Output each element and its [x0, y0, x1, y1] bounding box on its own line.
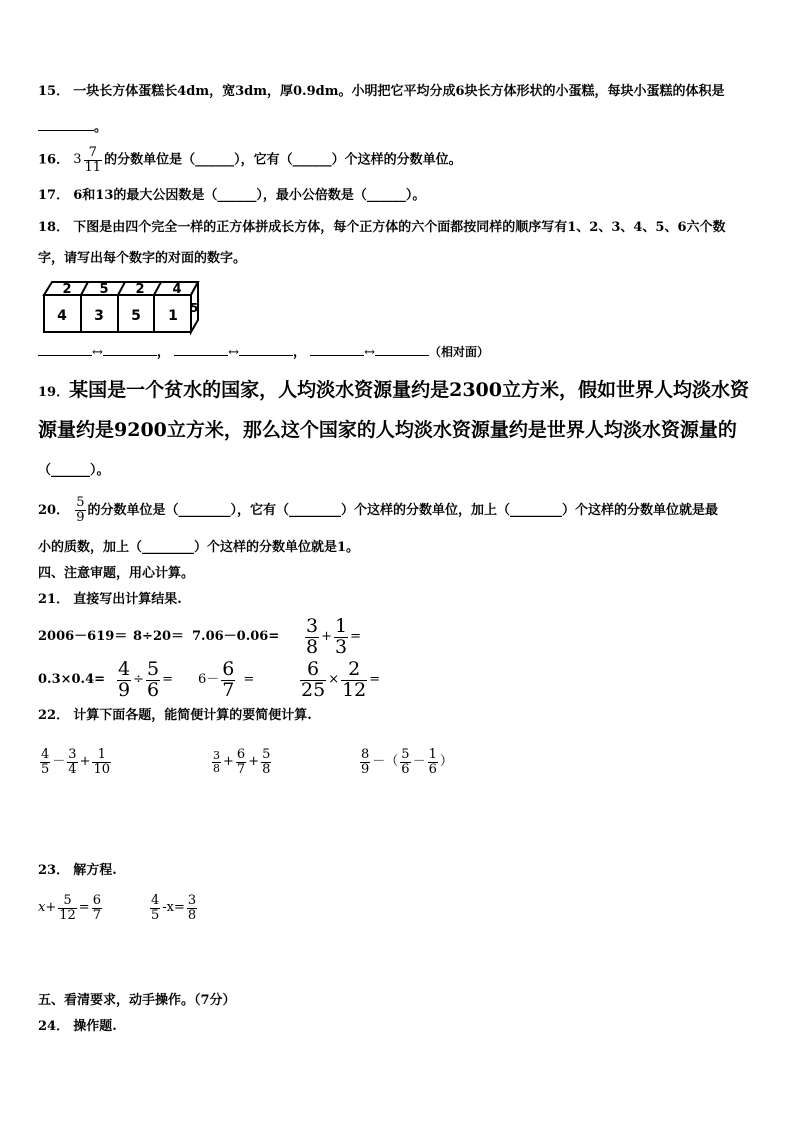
q22-e1-op2: +: [79, 754, 91, 769]
question-24: [38, 1019, 117, 1035]
q15-answer-blank[interactable]: [38, 118, 94, 131]
q19-number: 19．: [38, 385, 70, 400]
q22-e3-c-den: 6: [428, 761, 437, 777]
cube4-top: 4: [172, 282, 182, 297]
q19-answer-blank[interactable]: （______）。: [38, 463, 110, 478]
q22-e2-op1: +: [223, 754, 234, 769]
question-17: [38, 188, 425, 204]
section-4-text: 四、注意审题，用心计算。: [38, 566, 195, 581]
pair2-right-blank[interactable]: [239, 343, 293, 356]
q21-e8-eq: =: [369, 672, 381, 687]
q21-expr-1: [38, 629, 127, 645]
cube2-front: 3: [94, 308, 104, 324]
q21-expr-7: [198, 657, 254, 704]
q24-title: 操作题.: [73, 1019, 117, 1034]
q22-e1-c-den: 10: [93, 761, 111, 777]
question-22: [38, 708, 312, 724]
cube1-front: 4: [57, 308, 67, 324]
q23-title: 解方程.: [73, 863, 117, 878]
q17-text: 6和13的最大公因数是（______），最小公倍数是（______）。: [73, 188, 426, 203]
q23-equation-2: [148, 888, 199, 929]
q22-e3-c: [428, 748, 438, 776]
pair3-left-blank[interactable]: [310, 343, 364, 356]
q22-e1-a-num: 4: [41, 746, 50, 762]
q21-e4-b-den: 3: [335, 635, 348, 658]
q21-expr-6: [115, 657, 173, 704]
q23-e2-mid: -x=: [162, 900, 185, 915]
q21-e7-frac: [221, 657, 235, 701]
cube2-top: 5: [99, 282, 109, 297]
question-15: [38, 84, 725, 100]
q21-number: 21．: [38, 592, 70, 607]
q21-e8-frac-a: [300, 657, 326, 701]
q22-e2-c-num: 5: [262, 746, 271, 762]
q23-e1-lead: x+: [38, 900, 57, 915]
q17-number: 17．: [38, 188, 70, 203]
q20-line2-text: 小的质数，加上（________）个这样的分数单位就是1。: [38, 540, 360, 555]
q21-e6-eq: =: [162, 672, 173, 687]
q22-number: 22．: [38, 708, 70, 723]
q20-fraction: [75, 496, 85, 524]
q23-e1-a-den: 12: [59, 907, 76, 923]
q23-e2-a-den: 5: [151, 907, 160, 923]
q21-e6-b-den: 6: [147, 678, 160, 701]
q22-e1-op1: －: [52, 754, 66, 769]
question-23: [38, 863, 117, 879]
q21-e4-frac-b: [334, 614, 348, 658]
q16-whole: 3: [73, 152, 82, 168]
q21-expr-2-text: 8÷20＝: [133, 629, 185, 644]
q22-e3-c-num: 1: [428, 746, 437, 762]
q22-e3-b-num: 5: [401, 746, 410, 762]
cube3-front: 5: [131, 308, 141, 324]
q22-e2-op2: +: [248, 754, 260, 769]
question-16: [38, 146, 462, 174]
q21-e6-a-den: 9: [118, 678, 131, 701]
q21-e7-eq: =: [243, 672, 255, 687]
q21-e8-frac-b: [341, 657, 367, 701]
q23-e1-mid: =: [78, 900, 90, 915]
q21-expr-4: [303, 614, 361, 661]
q16-text: 的分数单位是（______），它有（______）个这样的分数单位。: [104, 152, 462, 168]
q19-line1: 某国是一个贫水的国家，人均淡水资源量约是2300立方米，假如世界人均淡水资: [69, 379, 749, 401]
q21-e8-b-den: 12: [342, 678, 367, 701]
q21-e8-op: ×: [328, 672, 340, 687]
q23-e2-b-den: 8: [187, 907, 197, 923]
q21-expr-3-text: 7.06－0.06=: [192, 629, 280, 644]
q20-line1: 的分数单位是（________），它有（________）个这样的分数单位，加上（________）个这样的分数单位就是最: [87, 503, 719, 518]
q21-expr-8: [298, 657, 380, 704]
q22-e3-op1: －（: [372, 754, 399, 769]
q15-number: 15．: [38, 84, 70, 99]
pair2-arrow: ↔: [228, 345, 239, 360]
pair2-left-blank[interactable]: [174, 343, 228, 356]
question-21: [38, 592, 182, 608]
question-18-line2: [38, 251, 246, 267]
q16-number: 16．: [38, 152, 70, 168]
q22-e2-c: [261, 748, 271, 776]
q21-e6-a-num: 4: [118, 657, 131, 680]
q20-num: 5: [76, 495, 85, 511]
q22-e1-b: [67, 748, 77, 776]
q23-e1-a: [58, 894, 77, 922]
q20-line2: [38, 540, 359, 556]
section-4-title: [38, 566, 194, 582]
q22-e2-a-den: 8: [213, 761, 220, 775]
q21-expr-1-text: 2006－619＝: [38, 629, 128, 644]
cube4-front: 1: [168, 308, 178, 324]
q20-den: 9: [76, 510, 85, 525]
q22-e3-b-den: 6: [401, 761, 410, 777]
cube1-top: 2: [62, 282, 72, 297]
sep-1: ，: [156, 345, 170, 360]
question-20: [38, 492, 718, 530]
q23-e1-b-num: 6: [92, 892, 101, 908]
q15-text: 一块长方体蛋糕长4dm，宽3dm，厚0.9dm。小明把它平均分成6块长方体形状的小蛋糕，每块小蛋糕的体积是: [73, 84, 725, 99]
q21-e4-a-num: 3: [306, 614, 319, 637]
q18-line2: 字，请写出每个数字的对面的数字。: [38, 251, 247, 266]
q21-expr-5-text: 0.3×0.4=: [38, 672, 106, 687]
q21-e7-num: 6: [222, 657, 235, 680]
q16-num: 7: [84, 146, 103, 161]
pair1-right-blank[interactable]: [103, 343, 157, 356]
q22-e2-c-den: 8: [262, 761, 271, 777]
q19-line2: 源量约是9200立方米，那么这个国家的人均淡水资源量约是世界人均淡水资源量的: [38, 419, 737, 441]
q22-e1-c: [92, 748, 111, 776]
q21-e8-a-num: 6: [300, 660, 326, 681]
sep-2: ，: [292, 345, 306, 360]
pair3-right-blank[interactable]: [375, 343, 429, 356]
q23-e2-b: [187, 894, 197, 922]
q21-e4-eq: =: [350, 629, 361, 644]
section-5-text: 五、看清要求，动手操作。（7分）: [38, 993, 236, 1008]
q21-expr-5: [38, 672, 105, 688]
q23-e2-a: [150, 894, 160, 922]
pairs-note: （相对面）: [429, 345, 490, 359]
q22-e2-b: [236, 748, 246, 776]
q21-e6-frac-a: [117, 657, 131, 701]
q21-title: 直接写出计算结果.: [73, 592, 182, 607]
pair1-arrow: ↔: [92, 345, 103, 360]
q22-e2-a-num: 3: [213, 748, 220, 762]
q21-e4-b-num: 1: [335, 614, 348, 637]
q22-e2-b-num: 6: [236, 746, 246, 762]
q21-e4-frac-a: [305, 614, 319, 658]
q18-line1: 下图是由四个完全一样的正方体拼成长方体，每个正方体的六个面都按同样的顺序写有1、2、3、4、5、6六个数: [73, 220, 726, 235]
cube-figure: [40, 280, 202, 336]
q23-e2-a-num: 4: [151, 892, 160, 908]
q23-equation-1: [38, 888, 104, 929]
q21-e7-lead: 6－: [198, 672, 220, 687]
q16-fraction: [84, 146, 103, 174]
q22-e1-b-den: 4: [68, 761, 77, 777]
q22-e3-b: [400, 748, 410, 776]
q22-e3-op2: －: [412, 754, 426, 769]
question-15-answer: [38, 118, 107, 136]
q18-answer-row: [38, 343, 489, 361]
question-18: [38, 220, 726, 236]
q23-e1-a-num: 5: [58, 894, 77, 909]
question-19: [38, 378, 749, 405]
pair3-arrow: ↔: [364, 345, 376, 360]
q22-expr-2: [210, 742, 273, 783]
cube-side: 5: [189, 301, 199, 315]
q21-e4-a-den: 8: [306, 635, 319, 658]
q22-e3-a-den: 9: [361, 761, 370, 777]
q22-e3-a: [360, 748, 370, 776]
q23-e1-b: [92, 894, 102, 922]
q24-number: 24．: [38, 1019, 70, 1034]
section-5-title: [38, 993, 236, 1009]
q22-e1-a-den: 5: [41, 761, 50, 777]
q22-e1-a: [40, 748, 50, 776]
q22-expr-3: [358, 742, 453, 783]
q22-e2-b-den: 7: [236, 761, 246, 777]
q18-number: 18．: [38, 220, 70, 235]
q21-expr-2: [133, 629, 184, 645]
q23-e2-b-num: 3: [187, 892, 197, 908]
pair1-left-blank[interactable]: [38, 343, 92, 356]
q21-e4-op: +: [321, 629, 332, 644]
q22-e3-close: ）: [439, 754, 453, 769]
q21-e7-den: 7: [222, 678, 235, 701]
q20-number: 20．: [38, 503, 70, 518]
q22-e2-a: [212, 750, 221, 774]
q21-expr-3: [192, 629, 279, 645]
q22-e1-c-num: 1: [92, 748, 111, 763]
q21-e8-a-den: 25: [301, 678, 326, 701]
q21-e8-b-num: 2: [341, 660, 367, 681]
cube3-top: 2: [135, 282, 145, 297]
q23-number: 23．: [38, 863, 70, 878]
q23-e1-b-den: 7: [92, 907, 101, 923]
q21-e6-op: ÷: [133, 672, 144, 687]
q22-e3-a-num: 8: [361, 746, 370, 762]
q15-tail: 。: [94, 120, 108, 135]
q22-expr-1: [38, 742, 113, 783]
q22-e1-b-num: 3: [68, 746, 77, 762]
q19-line3: [38, 463, 110, 479]
q16-den: 11: [84, 159, 102, 175]
q21-e6-b-num: 5: [147, 657, 160, 680]
q21-e6-frac-b: [146, 657, 160, 701]
q22-title: 计算下面各题，能简便计算的要简便计算.: [73, 708, 312, 723]
